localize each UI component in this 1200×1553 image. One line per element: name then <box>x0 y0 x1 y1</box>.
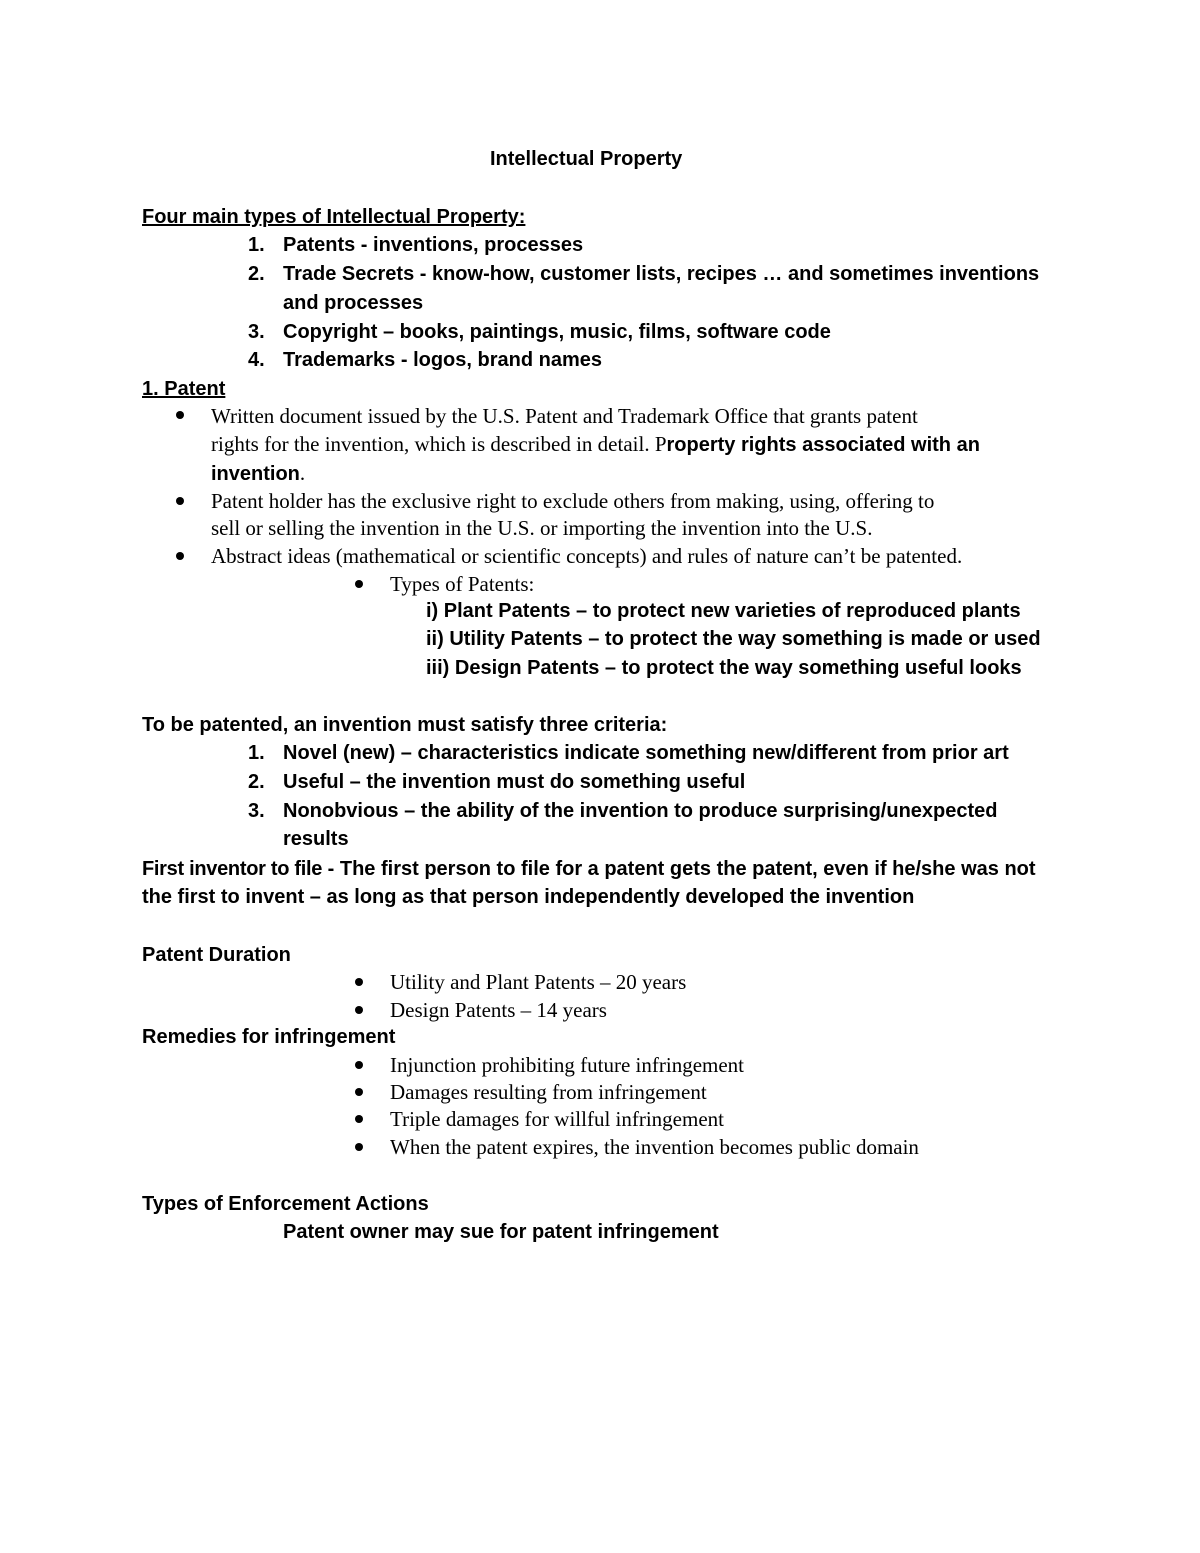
first-inventor-line1 <box>142 855 1036 883</box>
patent-bullet-text-plain: rights for the invention, which is described in detail. P <box>211 432 667 456</box>
bullet-icon <box>355 1115 363 1123</box>
duration-heading: Patent Duration <box>142 944 291 966</box>
remedies-heading: Remedies for infringement <box>142 1026 396 1048</box>
patent-bullet-text: Abstract ideas (mathematical or scientific concepts) and rules of nature can’t be patented. <box>211 544 963 568</box>
duration-item: Utility and Plant Patents – 20 years <box>390 970 687 994</box>
criteria-item-number: 1. <box>248 742 265 764</box>
remedies-item: Injunction prohibiting future infringement <box>390 1053 745 1077</box>
bullet-icon <box>355 1088 363 1096</box>
first-inventor-label: First inventor to file <box>142 858 323 880</box>
remedies-item: Triple damages for willful infringement <box>390 1107 724 1131</box>
criteria-item-text: Useful – the invention must do something useful <box>283 771 746 793</box>
types-item-text: Trade Secrets - know-how, customer lists, recipes … and sometimes inventions <box>283 263 1040 285</box>
remedies-item: Damages resulting from infringement <box>390 1080 707 1104</box>
bullet-icon <box>355 1061 363 1069</box>
enforcement-text: Patent owner may sue for patent infringement <box>283 1221 719 1243</box>
bullet-icon <box>176 497 184 505</box>
types-item-number: 1. <box>248 234 265 256</box>
types-heading: Four main types of Intellectual Property: <box>142 206 526 228</box>
patent-bullet-text-bold: roperty rights associated with an <box>666 434 980 456</box>
patent-type-item: i) Plant Patents – to protect new varieties of reproduced plants <box>426 600 1021 622</box>
bullet-icon <box>176 552 184 560</box>
types-item-text: Patents - inventions, processes <box>283 234 584 256</box>
patent-heading: 1. Patent <box>142 378 226 400</box>
duration-item: Design Patents – 14 years <box>390 998 607 1022</box>
bullet-icon <box>355 1143 363 1151</box>
patent-bullet-text-line2 <box>211 430 980 461</box>
types-item-number: 4. <box>248 349 265 371</box>
patent-bullet-text-line3 <box>211 459 305 490</box>
bullet-icon <box>176 411 184 419</box>
types-item-text: Trademarks - logos, brand names <box>283 349 602 371</box>
bullet-icon <box>355 978 363 986</box>
types-item-number: 2. <box>248 263 265 285</box>
types-item-text-continued: and processes <box>283 292 424 314</box>
patent-bullet-text-plain: . <box>299 461 306 485</box>
criteria-intro: To be patented, an invention must satisfy three criteria: <box>142 714 668 736</box>
patent-type-item: ii) Utility Patents – to protect the way something is made or used <box>426 628 1041 650</box>
criteria-item-text-continued: results <box>283 828 349 850</box>
types-item-number: 3. <box>248 321 265 343</box>
remedies-item: When the patent expires, the invention becomes public domain <box>390 1135 919 1159</box>
bullet-icon <box>355 1006 363 1014</box>
criteria-item-number: 2. <box>248 771 265 793</box>
patent-bullet-text: sell or selling the invention in the U.S. or importing the invention into the U.S. <box>211 516 873 540</box>
bullet-icon <box>355 580 363 588</box>
page-title: Intellectual Property <box>490 148 683 170</box>
enforcement-heading: Types of Enforcement Actions <box>142 1193 429 1215</box>
criteria-item-number: 3. <box>248 800 265 822</box>
criteria-item-text: Nonobvious – the ability of the invention to produce surprising/unexpected <box>283 800 998 822</box>
first-inventor-text: - The first person to file for a patent gets the patent, even if he/she was not <box>322 858 1036 880</box>
criteria-item-text: Novel (new) – characteristics indicate something new/different from prior art <box>283 742 1009 764</box>
patent-bullet-text-bold: invention <box>211 463 300 485</box>
types-item-text: Copyright – books, paintings, music, films, software code <box>283 321 831 343</box>
patent-type-item: iii) Design Patents – to protect the way something useful looks <box>426 657 1022 679</box>
first-inventor-line2: the first to invent – as long as that person independently developed the invention <box>142 886 915 908</box>
patent-bullet-text: Written document issued by the U.S. Patent and Trademark Office that grants patent <box>211 404 918 428</box>
patent-types-label: Types of Patents: <box>390 572 535 596</box>
patent-bullet-text: Patent holder has the exclusive right to exclude others from making, using, offering to <box>211 489 935 513</box>
